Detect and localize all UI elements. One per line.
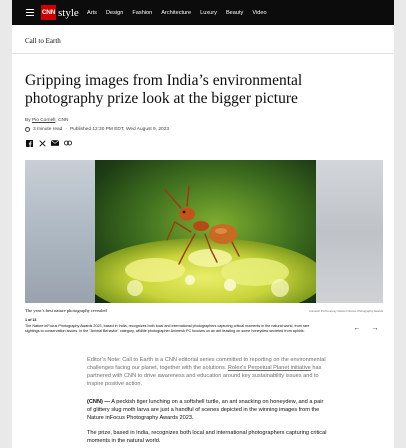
- arrow-left-icon[interactable]: ←: [353, 324, 361, 332]
- divider: [12, 53, 394, 54]
- article-page: [12, 0, 394, 448]
- nav-links: [87, 0, 276, 25]
- hamburger-menu-icon[interactable]: [26, 9, 34, 16]
- style-wordmark: style: [58, 6, 79, 19]
- nav-link-luxury[interactable]: Luxury: [200, 9, 217, 16]
- photo-credit: Animesh PC/Courtesy Nature InFocus Photography Awards: [309, 309, 383, 313]
- dateline: (CNN) —: [87, 399, 110, 405]
- cnn-style-logo[interactable]: [41, 5, 79, 20]
- nav-link-design[interactable]: Design: [105, 9, 124, 16]
- paragraph: The prize, based in India, recognizes both local and international photographers capturing critical moments in the natural world.: [87, 430, 327, 444]
- ant-on-flowers-photo: [95, 160, 316, 303]
- facebook-icon[interactable]: [25, 139, 33, 147]
- cnn-logo-icon: CNN: [41, 5, 56, 20]
- editors-note-start: Editor’s Note: Call to Earth is a CNN editorial series committed to reporting on the environmental challenges facing our planet, together with the solutions.: [87, 357, 326, 371]
- byline: [25, 118, 68, 123]
- editors-note-end: has partnered with CNN to drive awareness and education around key sustainability issues and to inspire positive action.: [87, 365, 322, 387]
- gallery-count: 1 of 13: [25, 318, 37, 322]
- rolex-initiative-link[interactable]: Rolex’s Perpetual Planet initiative: [227, 365, 311, 371]
- gallery-next-image[interactable]: [316, 160, 383, 303]
- gallery-caption-title: The year’s best nature photography revealed: [25, 308, 107, 313]
- gallery-arrows: [344, 323, 380, 333]
- nav-link-fashion[interactable]: Fashion: [132, 9, 153, 16]
- byline-prefix: By: [25, 118, 32, 123]
- arrow-right-icon[interactable]: →: [371, 324, 379, 332]
- gallery-caption-text: The Nature inFocus Photography Awards 2023, based in India, recognizes both local and international photographers capturing critical moments in the natural world, from rare sightings to conservation issues. In the "Animal Behavior" category, wildlife photographer Animesh PC focuses on an ant feasting on some honeydew secreted from aphids.: [25, 324, 310, 334]
- article-meta: [25, 127, 169, 132]
- nav-link-arts[interactable]: Arts: [87, 9, 97, 16]
- gallery-main-image: [95, 160, 316, 303]
- top-nav-bar: [12, 0, 394, 25]
- email-icon[interactable]: [51, 139, 59, 147]
- paragraph: [87, 398, 327, 422]
- meta-separator: ·: [65, 127, 67, 132]
- page-title: Gripping images from India’s environmental photography prize look at the bigger picture: [25, 72, 303, 107]
- nav-link-beauty[interactable]: Beauty: [225, 9, 244, 16]
- byline-suffix: , CNN: [55, 118, 69, 123]
- image-gallery[interactable]: [25, 160, 383, 303]
- author-link[interactable]: Pio Cornell: [31, 118, 56, 123]
- gallery-prev-image[interactable]: [25, 160, 95, 303]
- nav-link-architecture[interactable]: Architecture: [161, 9, 192, 16]
- section-label[interactable]: Call to Earth: [25, 37, 61, 45]
- x-icon[interactable]: [38, 139, 46, 147]
- published-date: Published 12:30 PM EDT, Wed August 9, 2023: [69, 127, 170, 132]
- paragraph-text: A peckish tiger lunching on a softshell turtle, an ant snacking on honeydew, and a pair of glittery slug moth larva are just a handful of scenes depicted in the winning images from the Nature inFocus Photography Awards 2023.: [87, 399, 324, 421]
- clock-icon: [25, 127, 30, 132]
- link-icon[interactable]: [64, 139, 72, 147]
- nav-link-video[interactable]: Video: [252, 9, 267, 16]
- read-time: 3 minute read: [33, 127, 63, 132]
- editors-note: [87, 356, 327, 388]
- share-bar: [25, 139, 77, 147]
